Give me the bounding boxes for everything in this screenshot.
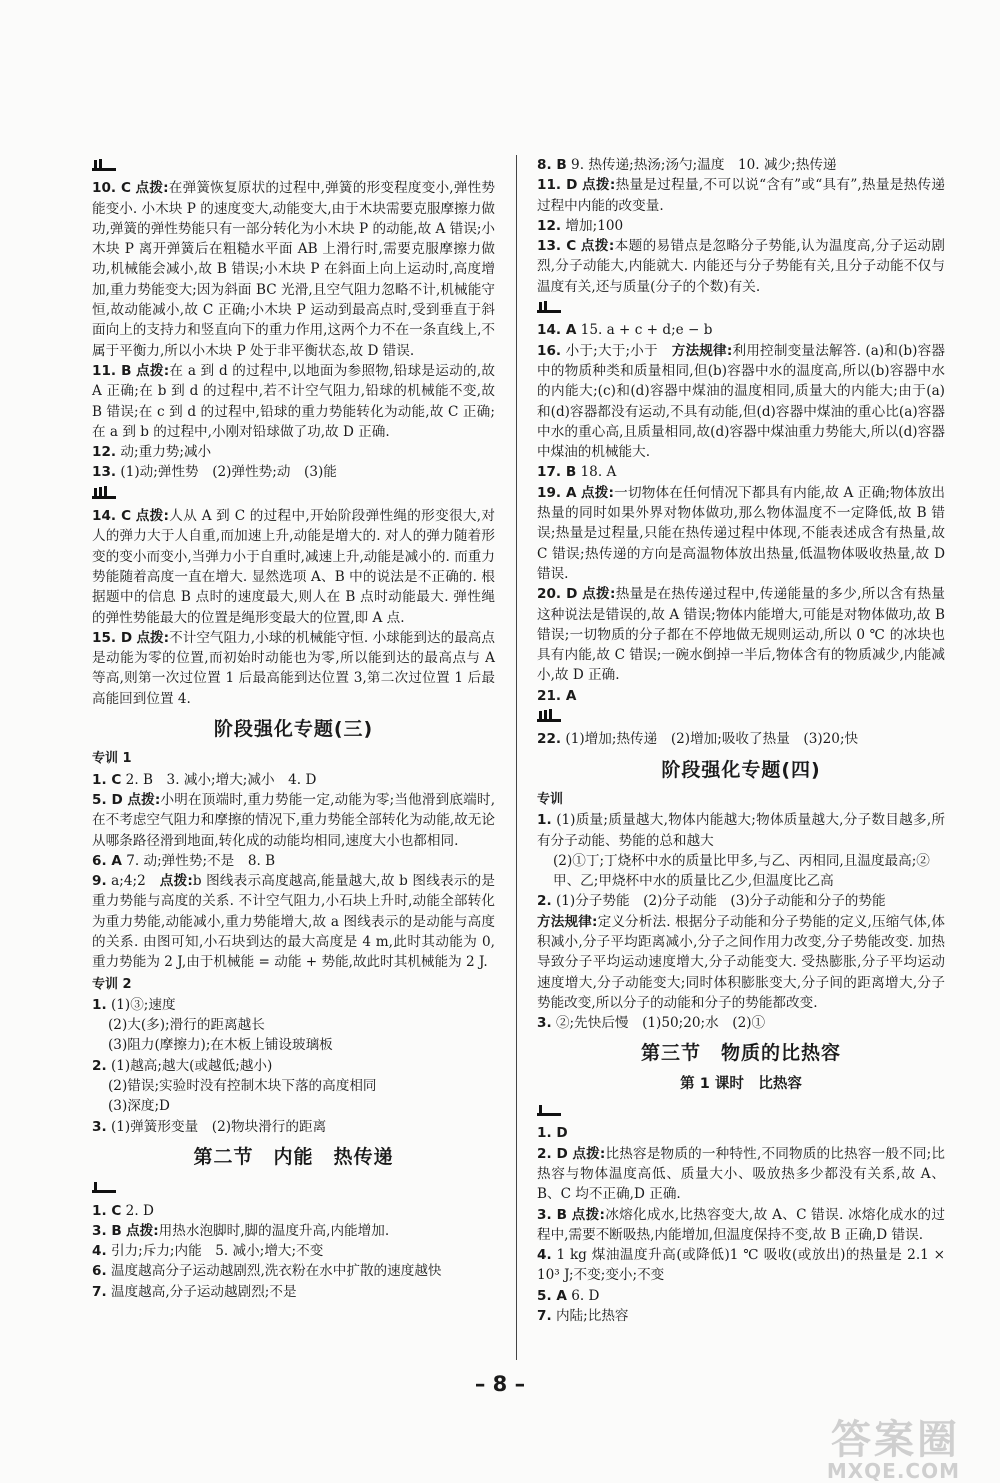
- answer-item: [92, 995, 495, 1015]
- answer-number: 7.: [92, 1283, 107, 1300]
- answer-number: 21. A: [537, 687, 577, 704]
- answer-number: 1. D: [537, 1125, 568, 1142]
- lesson-title: 第 1 课时 比热容: [680, 1075, 802, 1092]
- answer-text: 18. A: [580, 464, 617, 481]
- answer-text: 一切物体在任何情况下都具有内能,故 A 正确;物体放出热量的同时如果外界对物体做功,那么物体温度不一定降低,故 B 错误;热量是过程量,只能在热传递过程中体现,不能表述成含有热量,故 C 错误;热传递的方向是高温物体放出热量,低温物体吸收热量,故 D 错误.: [537, 484, 945, 582]
- answer-number: 4.: [537, 1247, 552, 1264]
- level-icon-row: [92, 155, 495, 178]
- hint-label: 点拨:: [136, 362, 170, 379]
- answer-text: (1)分子势能 (2)分子动能 (3)分子动能和分子的势能: [555, 893, 886, 910]
- answer-item: [92, 770, 495, 790]
- answer-text: (1)③;速度: [110, 996, 176, 1013]
- answer-number: 10. C: [92, 180, 131, 197]
- answer-continuation: (2)大(多);滑行的距离越长: [108, 1017, 265, 1034]
- answer-number: 6.: [92, 1263, 107, 1280]
- watermark-text: 答案圈: [831, 1417, 960, 1463]
- level-icon: [92, 486, 116, 499]
- answer-number: 1.: [92, 996, 107, 1013]
- hint-label: 点拨:: [159, 873, 193, 890]
- answer-item: [537, 729, 945, 749]
- answer-text: 热量是过程量,不可以说“含有”或“具有”,热量是热传递过程中内能的改变量.: [537, 177, 945, 214]
- answer-number: 4.: [92, 1243, 107, 1260]
- hint-label: 点拨:: [136, 629, 170, 646]
- method-label: 方法规律:: [537, 913, 598, 930]
- answer-number: 17. B: [537, 464, 577, 481]
- answer-number: 14. C: [92, 508, 132, 525]
- level-icon: [537, 709, 561, 722]
- method-note: [537, 912, 945, 1013]
- answer-item: [537, 1245, 945, 1286]
- answer-number: 14. A: [537, 322, 577, 339]
- level-icon-row: [537, 1100, 945, 1123]
- answer-short: a;4;2: [111, 873, 146, 890]
- answer-text: 在 a 到 d 的过程中,以地面为参照物,铅球是运动的,故 A 正确;在 b 到 d 的过程中,若不计空气阻力,铅球的机械能不变,故 B 错误;在 c 到 d 的过程中,铅球的重力势能转化为动能,故 C 正确;在 a 到 b 的过程中,小刚对铅球做了功,故 D 正确.: [92, 362, 495, 440]
- answer-text: 利用控制变量法解答. (a)和(b)容器中的物质种类和质量相同,但(b)容器中水的温度高,所以(b)容器中水的内能大;(c)和(d)容器中煤油的温度相同,质量大的内能大;由于(a)和(d)容器都没有运动,不具有动能,但(d)容器中煤油的重心比(a)容器中水的重心高,且质量相同,故(d)容器中煤油重力势能大,所以(d)容器中煤油的机械能大.: [537, 342, 945, 461]
- answer-item: [92, 1282, 495, 1302]
- answer-text: 2. B 3. 减小;增大;减小 4. D: [125, 771, 317, 788]
- answer-number: 16.: [537, 342, 562, 359]
- answer-number: 1. C: [92, 1202, 122, 1219]
- answer-item: [92, 851, 495, 871]
- answer-number: 20. D: [537, 586, 578, 603]
- answer-item: [537, 175, 945, 216]
- answer-item: [92, 871, 495, 972]
- answer-item: [92, 462, 495, 482]
- answer-item: [92, 1261, 495, 1281]
- answer-continuation: (3)深度;D: [108, 1098, 170, 1115]
- answer-number: 11. D: [537, 177, 578, 194]
- answer-item: [537, 483, 945, 584]
- answer-number: 2. D: [537, 1145, 568, 1162]
- left-column: [92, 155, 495, 1302]
- answer-text: (1)越高;越大(或越低;越小): [110, 1057, 273, 1074]
- level-icon: [92, 1180, 116, 1193]
- hint-label: 点拨:: [582, 177, 616, 194]
- answer-text: (1)动;弹性势 (2)弹性势;动 (3)能: [120, 464, 337, 481]
- answer-text: (1)弹簧形变量 (2)物块滑行的距离: [110, 1118, 327, 1135]
- answer-item: [537, 216, 945, 236]
- answer-item: [537, 810, 945, 851]
- answer-number: 13. C: [537, 238, 577, 255]
- answer-text: 1 kg 煤油温度升高(或降低)1 ℃ 吸收(或放出)的热量是 2.1 × 10³ J;不变;变小;不变: [537, 1247, 946, 1284]
- hint-label: 点拨:: [582, 586, 616, 603]
- answer-text: 动;重力势;减小: [120, 444, 212, 461]
- answer-text: 在弹簧恢复原状的过程中,弹簧的形变程度变小,弹性势能变小. 小木块 P 的速度变大,动能变大,由于木块需要克服摩擦力做功,弹簧的弹性势能只有一部分转化为小木块 P 的动能,故 A 错误;小木块 P 离开弹簧后在粗糙水平面 AB 上滑行时,需要克服摩擦力做功,机械能会减小,故 B 错误;小木块 P 在斜面上向上运动时,高度增加,重力势能变大;因为斜面 BC 光滑,且空气阻力忽略不计,机械能守恒,故动能减小,故 C 正确;小木块 P 运动到最高点时,受到垂直于斜面向上的支持力和竖直向下的重力作用,这两个力不在一条直线上,不属于平衡力,所以小木块 P 处于非平衡状态,故 D 错误.: [92, 180, 496, 359]
- method-text: 定义分析法. 根据分子动能和分子势能的定义,压缩气体,体积减小,分子平均距离减小,分子之间作用力改变,分子势能改变. 加热导致分子平均运动速度增大,分子动能变大. 受热膨胀,分子平均运动速度增大,分子动能变大;同时体积膨胀变大,分子间的距离增大,分子势能改变,所以分子的动能和分子的势能都改变.: [537, 913, 945, 1011]
- answer-item: [92, 628, 495, 709]
- answer-item: [92, 1117, 495, 1137]
- answer-text: 温度越高分子运动越剧烈,洗衣粉在水中扩散的速度越快: [110, 1263, 442, 1280]
- training-label: 专训 2: [92, 976, 132, 992]
- answer-item: [92, 1221, 495, 1241]
- level-icon: [537, 300, 561, 313]
- answer-item: [537, 891, 945, 911]
- hint-label: 点拨:: [581, 484, 614, 501]
- answer-number: 2.: [92, 1057, 107, 1074]
- level-icon-row: [537, 706, 945, 729]
- answer-item: [537, 1306, 945, 1326]
- answer-text: 温度越高,分子运动越剧烈;不是: [110, 1283, 297, 1300]
- answer-item: [537, 686, 945, 706]
- level-icon: [92, 158, 116, 171]
- answer-text: 人从 A 到 C 的过程中,开始阶段弹性绳的形变很大,对人的弹力大于人自重,而加速上升,动能是增大的. 对人的弹力随着形变的变小而变小,当弹力小于自重时,减速上升,动能是减小的. 而重力势能随着高度一直在增大. 显然选项 A、B 中的说法是不正确的. 根据题中的信息 B 点时的速度最大,则人在 B 点时动能最大. 弹性绳的弹性势能最大的位置是绳形变最大的位置,即 A 点.: [92, 508, 496, 626]
- answer-number: 5. D: [92, 791, 123, 808]
- level-icon: [537, 1103, 561, 1116]
- section-title: 阶段强化专题(四): [661, 758, 821, 781]
- answer-text: 2. D: [125, 1202, 154, 1219]
- level-icon-row: [92, 1177, 495, 1200]
- answer-number: 1. C: [92, 771, 122, 788]
- watermark: [827, 1408, 960, 1483]
- answer-number: 9.: [92, 873, 107, 890]
- answer-item: [92, 1201, 495, 1221]
- answer-text: 比热容是物质的一种特性,不同物质的比热容一般不同;比热容与物体温度高低、质量大小、吸放热多少都没有关系,故 A、B、C 均不正确,D 正确.: [537, 1145, 946, 1203]
- hint-label: 点拨:: [127, 791, 161, 808]
- answer-item: [537, 1286, 945, 1306]
- answer-number: 12.: [92, 444, 117, 461]
- level-icon-row: [92, 483, 495, 506]
- answer-short: 小于;大于;小于: [565, 342, 658, 359]
- answer-item: [537, 320, 945, 340]
- answer-text: 本题的易错点是忽略分子势能,认为温度高,分子运动剧烈,分子动能大,内能就大. 内能还与分子势能有关,且分子动能不仅与温度有关,还与质量(分子的个数)有关.: [537, 238, 946, 295]
- section-title: 第三节 物质的比热容: [640, 1042, 841, 1065]
- answer-item: [92, 506, 495, 628]
- answer-item: [537, 236, 945, 297]
- answer-continuation: (3)阻力(摩擦力);在木板上铺设玻璃板: [108, 1037, 333, 1054]
- answer-text: 冰熔化成水,比热容变大,故 A、C 错误. 冰熔化成水的过程中,需要不断吸热,内能增加,但温度保持不变,故 B 正确,D 错误.: [537, 1206, 945, 1243]
- answer-text: 内陆;比热容: [555, 1308, 629, 1325]
- level-icon-row: [537, 297, 945, 320]
- answer-item: [537, 1205, 945, 1246]
- answer-item: [537, 584, 945, 685]
- answer-number: 22.: [537, 731, 562, 748]
- answer-text: 用热水泡脚时,脚的温度升高,内能增加.: [158, 1222, 390, 1239]
- answer-continuation: (2)①丁;丁烧杯中水的质量比甲多,与乙、丙相同,且温度最高;②甲、乙;甲烧杯中水的质量比乙少,但温度比乙高: [553, 852, 930, 890]
- answer-number: 12.: [537, 217, 562, 234]
- answer-number: 11. B: [92, 362, 132, 379]
- answer-text: 7. 动;弹性势;不是 8. B: [126, 852, 276, 869]
- section-title: 阶段强化专题(三): [213, 718, 374, 741]
- watermark-url: MXQE.COM: [826, 1459, 960, 1483]
- answer-number: 5. A: [537, 1287, 567, 1304]
- answer-number: 13.: [92, 464, 117, 481]
- answer-item: [537, 1123, 945, 1143]
- training-label: 专训 1: [92, 751, 132, 767]
- answer-text: (1)质量;质量越大,物体内能越大;物体质量越大,分子数目越多,所有分子动能、势能的总和越大: [537, 812, 945, 849]
- answer-item: [92, 178, 495, 361]
- answer-item: [537, 1013, 945, 1033]
- page-number: – 8 –: [474, 1372, 526, 1396]
- answer-text: 15. a + c + d;e − b: [580, 322, 713, 339]
- answer-text: 热量是在热传递过程中,传递能量的多少,所以含有热量这种说法是错误的,故 A 错误;物体内能增大,可能是对物体做功,故 B 错误;一切物质的分子都在不停地做无规则运动,所以 0 ℃ 的冰块也具有内能,故 C 错误;一碗水倒掉一半后,物体含有的物质减少,内能减小,故 D 正确.: [537, 586, 945, 684]
- answer-text: ②;先快后慢 (1)50;20;水 (2)①: [555, 1015, 766, 1032]
- answer-item: [537, 155, 945, 175]
- training-label: 专训: [537, 791, 564, 807]
- answer-item: [92, 442, 495, 462]
- answer-number: 6. A: [92, 852, 122, 869]
- hint-label: 方法规律:: [671, 342, 733, 359]
- answer-text: 增加;100: [565, 217, 624, 234]
- answer-text: 小明在顶端时,重力势能一定,动能为零;当他滑到底端时,在不考虑空气阻力和摩擦的情况下,重力势能全部转化为动能,故无论从哪条路径滑到地面,转化成的动能均相同,速度大小也都相同.: [92, 791, 496, 849]
- answer-number: 19. A: [537, 484, 577, 501]
- column-divider: [516, 155, 517, 1360]
- answer-number: 3. B: [537, 1206, 568, 1223]
- hint-label: 点拨:: [135, 508, 169, 525]
- answer-number: 1.: [537, 812, 552, 829]
- section-title: 第二节 内能 热传递: [193, 1145, 394, 1168]
- answer-item: [537, 1144, 945, 1205]
- answer-continuation: (2)错误;实验时没有控制木块下落的高度相同: [108, 1078, 377, 1095]
- hint-label: 点拨:: [126, 1222, 159, 1239]
- answer-item: [92, 1241, 495, 1261]
- answer-item: [92, 1056, 495, 1076]
- answer-number: 3.: [537, 1015, 552, 1032]
- answer-number: 8. B: [537, 157, 567, 173]
- answer-text: 不计空气阻力,小球的机械能守恒. 小球能到达的最高点是动能为零的位置,而初始时动能也为零,所以能到达的最高点与 A 等高,则第一次过位置 1 后最高能到达位置 3,第二次过位置 1 后最高能回到位置 4.: [92, 629, 495, 707]
- hint-label: 点拨:: [571, 1206, 605, 1223]
- answer-number: 7.: [537, 1308, 552, 1325]
- answer-text: (1)增加;热传递 (2)增加;吸收了热量 (3)20;快: [565, 731, 859, 748]
- answer-number: 15. D: [92, 629, 133, 646]
- hint-label: 点拨:: [135, 180, 169, 197]
- answer-number: 3. B: [92, 1222, 122, 1239]
- answer-item: [537, 462, 945, 482]
- answer-text: 9. 热传递;热汤;汤勺;温度 10. 减少;热传递: [571, 157, 837, 173]
- answer-item: [92, 361, 495, 442]
- hint-label: 点拨:: [572, 1145, 606, 1162]
- answer-text: 6. D: [571, 1287, 600, 1304]
- right-column: [537, 155, 945, 1326]
- answer-number: 3.: [92, 1118, 107, 1135]
- answer-text: b 图线表示高度越高,能量越大,故 b 图线表示的是重力势能与高度的关系. 不计空气阻力,小石块上升时,动能全部转化为重力势能,动能减小,重力势能增大,故 a 图线表示的是动能与高度的关系. 由图可知,小石块到达的最大高度是 4 m,此时其动能为 0,重力势能为 2 J,由于机械能 = 动能 + 势能,故此时其机械能为 2 J.: [92, 873, 496, 971]
- answer-item: [92, 790, 495, 851]
- hint-label: 点拨:: [580, 238, 615, 255]
- answer-number: 2.: [537, 893, 552, 910]
- answer-item: [537, 341, 945, 463]
- answer-text: 引力;斥力;内能 5. 减小;增大;不变: [110, 1243, 324, 1260]
